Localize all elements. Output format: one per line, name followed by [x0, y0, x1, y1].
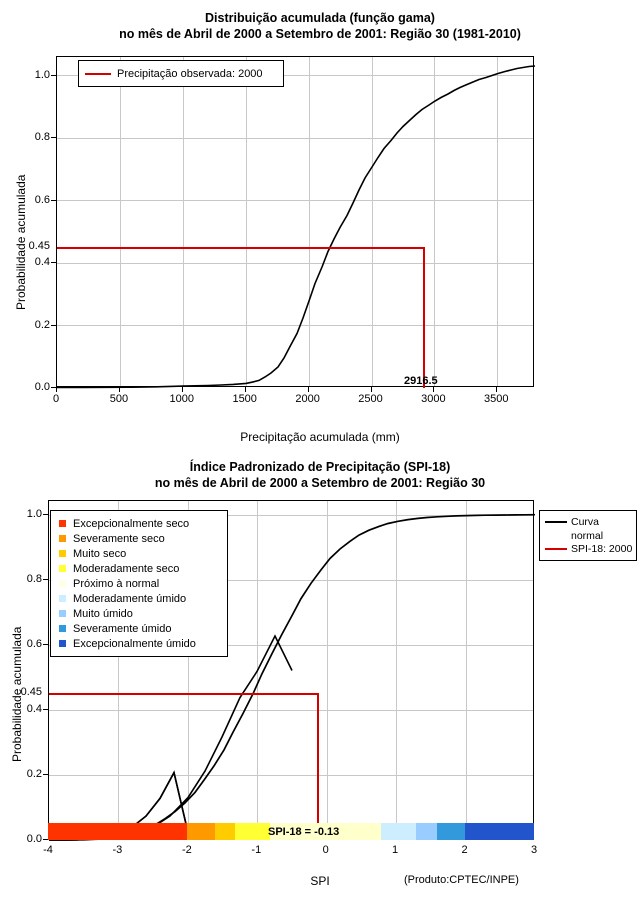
- top-ytick-3: 0.6: [34, 193, 50, 206]
- class-legend-item-7: [57, 621, 220, 636]
- class-legend-item-4: [57, 576, 220, 591]
- top-xtick-6: 3000: [421, 393, 446, 405]
- bottom-y-axis-title: Probabilidade acumulada: [10, 626, 24, 762]
- spi-seg-severamente-umido: [437, 823, 465, 840]
- swatch-icon-proximo-a-normal: [59, 580, 66, 587]
- class-legend-label-3: Moderadamente seco: [73, 562, 180, 575]
- top-gamma-curve: [57, 57, 535, 388]
- spi-seg-muito-seco: [215, 823, 236, 840]
- spi-panel: [0, 452, 640, 900]
- top-legend-label: Precipitação observada: 2000: [117, 67, 263, 80]
- class-legend-item-0: [57, 516, 220, 531]
- top-xtick-7: 3500: [484, 393, 509, 405]
- swatch-icon-excepcionalmente-seco: [59, 520, 66, 527]
- curve-legend-item-normal: [545, 515, 631, 529]
- swatch-icon-muito-seco: [59, 550, 66, 557]
- bottom-ytick-5: 1.0: [26, 507, 42, 520]
- spi-seg-excepcionalmente-umido: [465, 823, 534, 840]
- bottom-xtick-6: 2: [461, 844, 468, 856]
- class-legend-item-5: [57, 591, 220, 606]
- bottom-x-axis-title: SPI: [310, 874, 330, 888]
- top-ytick-4: 0.8: [34, 131, 50, 143]
- spi-seg-moderadamente-seco: [235, 823, 270, 840]
- top-y-axis-title: Probabilidade acumulada: [14, 174, 28, 310]
- bottom-ytick-1: 0.2: [26, 767, 42, 780]
- class-legend-label-4: Próximo à normal: [73, 577, 160, 590]
- spi-value-label: SPI-18 = -0.13: [268, 826, 340, 838]
- top-marker-horizontal: [57, 247, 424, 249]
- class-legend-item-3: [57, 561, 220, 576]
- top-xtick-2: 1000: [169, 393, 195, 405]
- spi-seg-severamente-seco: [187, 823, 215, 840]
- spi-seg-excepcionalmente-seco: [48, 823, 187, 840]
- class-legend-label-5: Moderadamente úmido: [73, 592, 187, 605]
- bottom-xtick-4: 0: [322, 844, 329, 856]
- bottom-xtick-7: 3: [530, 844, 538, 856]
- top-xtick-4: 2000: [295, 393, 320, 405]
- red-line-swatch-icon-2: [545, 548, 567, 550]
- class-legend-label-0: Excepcionalmente seco: [73, 517, 190, 530]
- bottom-xtick-1: -3: [112, 844, 123, 856]
- red-line-swatch-icon: [85, 73, 111, 75]
- top-plot-area: [56, 56, 534, 387]
- swatch-icon-moderadamente-seco: [59, 565, 66, 572]
- spi-class-legend: [50, 510, 228, 657]
- class-legend-label-1: Severamente seco: [73, 532, 165, 545]
- top-title-line-1: Distribuição acumulada (função gama): [205, 11, 435, 25]
- class-legend-item-1: [57, 531, 220, 546]
- top-xtick-5: 2500: [358, 393, 383, 405]
- class-legend-label-7: Severamente úmido: [73, 622, 172, 635]
- class-legend-label-8: Excepcionalmente úmido: [73, 637, 196, 650]
- bottom-marker-horizontal: [49, 693, 318, 695]
- curve-legend-label-spi: SPI-18: 2000: [571, 543, 633, 555]
- bottom-xtick-2: -2: [182, 844, 192, 856]
- top-legend-item-observed: [85, 66, 276, 81]
- top-xtick-3: 1500: [232, 393, 257, 405]
- top-title-line-2: no mês de Abril de 2000 a Setembro de 2001: Região 30 (1981-2010): [119, 27, 521, 41]
- bottom-xtick-5: 1: [392, 844, 399, 856]
- swatch-icon-moderadamente-umido: [59, 595, 66, 602]
- top-prob-annotation: 0.45: [28, 240, 50, 252]
- class-legend-label-2: Muito seco: [73, 547, 127, 560]
- bottom-ytick-0: 0.0: [26, 833, 42, 845]
- bottom-ytick-4: 0.8: [26, 572, 42, 585]
- class-legend-label-6: Muito úmido: [73, 607, 133, 620]
- bottom-title-line-1: Índice Padronizado de Precipitação (SPI-18): [189, 460, 451, 474]
- curve-legend-item-spi: [545, 542, 631, 556]
- curve-legend-item-normal-line2: [545, 529, 631, 542]
- bottom-title-line-2: no mês de Abril de 2000 a Setembro de 2001: Região 30: [154, 476, 486, 490]
- class-legend-item-8: [57, 636, 220, 651]
- spi-seg-muito-umido: [416, 823, 437, 840]
- swatch-icon-excepcionalmente-umido: [59, 640, 66, 647]
- swatch-icon-severamente-umido: [59, 625, 66, 632]
- curve-legend: [539, 510, 637, 561]
- top-ytick-1: 0.2: [34, 318, 50, 331]
- black-line-swatch-icon: [545, 521, 567, 523]
- bottom-ytick-3: 0.6: [26, 637, 42, 650]
- top-observed-value-label: 2916.5: [404, 375, 438, 387]
- curve-legend-label-normal-2: normal: [571, 529, 604, 542]
- bottom-xtick-3: -1: [251, 844, 262, 856]
- top-legend: [78, 60, 284, 87]
- curve-legend-label-normal-1: Curva: [571, 516, 600, 528]
- swatch-icon-severamente-seco: [59, 535, 66, 542]
- bottom-chart-title: [0, 459, 640, 491]
- top-ytick-0: 0.0: [34, 381, 50, 393]
- bottom-ytick-2: 0.4: [26, 702, 42, 715]
- class-legend-item-2: [57, 546, 220, 561]
- top-ytick-2: 0.4: [34, 256, 50, 268]
- swatch-icon-muito-umido: [59, 610, 66, 617]
- top-xtick-0: 0: [52, 393, 60, 405]
- top-x-axis-title: Precipitação acumulada (mm): [240, 430, 400, 444]
- product-credit: (Produto:CPTEC/INPE): [404, 874, 519, 886]
- bottom-prob-annotation: 0.45: [20, 686, 42, 698]
- top-xtick-1: 500: [109, 393, 129, 405]
- class-legend-item-6: [57, 606, 220, 621]
- top-marker-vertical: [423, 247, 425, 389]
- top-chart-title: [0, 10, 640, 42]
- bottom-xtick-0: -4: [43, 844, 53, 856]
- bottom-marker-vertical: [317, 693, 319, 840]
- top-ytick-5: 1.0: [34, 68, 50, 81]
- spi-seg-moderadamente-umido: [381, 823, 416, 840]
